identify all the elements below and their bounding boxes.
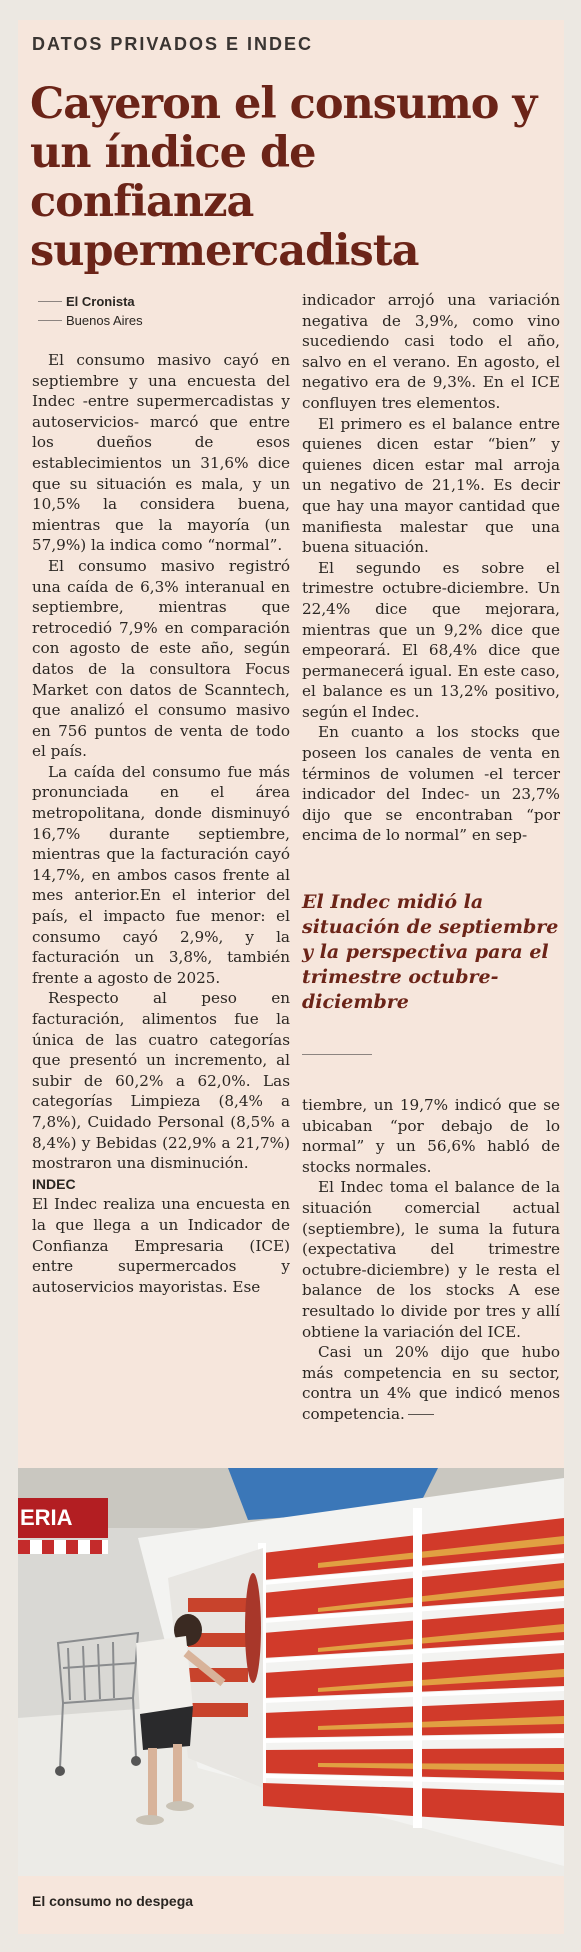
- column-right-top: [302, 290, 560, 846]
- byline-location: Buenos Aires: [66, 313, 143, 328]
- paragraph: El Indec realiza una encuesta en la que llega a un Indicador de Confianza Empresaria (ICE) entre supermercados y autoservicios mayoristas. Ese: [32, 1195, 290, 1296]
- paragraph: En cuanto a los stocks que poseen los canales de venta en términos de volumen -el tercer indicador del Indec- un 23,7% dijo que se encontraban “por encima de lo normal” en sep-: [302, 723, 560, 845]
- paragraph: El Indec toma el balance de la situación comercial actual (septiembre), le suma la futura (expectativa del trimestre octubre-diciembre) y le resta el balance de los stocks A ese resultado lo divide por tres y allí obtiene la variación del ICE.: [302, 1178, 560, 1341]
- paragraph: El consumo masivo registró una caída de 6,3% interanual en septiembre, mientras que retrocedió 7,9% en comparación con agosto de este año, según datos de la consultora Focus Market con datos de Scanntech, que analizó el consumo masivo en 756 puntos de venta de todo el país.: [32, 556, 290, 761]
- paragraph-text: Casi un 20% dijo que hubo más competencia en su sector, contra un 4% que indicó menos competencia.: [302, 1343, 560, 1423]
- section-subhead: INDEC: [32, 1175, 76, 1192]
- column-right-bottom: [302, 1095, 560, 1425]
- byline-author: El Cronista: [66, 294, 135, 309]
- newspaper-page: [18, 20, 564, 1934]
- pull-quote-rule: [302, 1054, 372, 1055]
- kicker: DATOS PRIVADOS E INDEC: [32, 34, 314, 54]
- byline-rule: [38, 301, 62, 302]
- byline-rule: [38, 320, 62, 321]
- paragraph: El segundo es sobre el trimestre octubre-diciembre. Un 22,4% dice que mejorara, mientras que un 9,2% dice que empeorará. El 68,4% dice que permanecerá igual. En este caso, el balance es un 13,2% positivo, según el Indec.: [302, 558, 560, 721]
- byline: [38, 292, 143, 330]
- store-sign-text: ERIA: [20, 1505, 73, 1530]
- paragraph: indicador arrojó una variación negativa de 3,9%, como vino sucediendo casi todo el año, salvo en el verano. En agosto, el negativo era de 9,3%. En el ICE confluyen tres elementos.: [302, 291, 560, 412]
- paragraph: La caída del consumo fue más pronunciada en el área metropolitana, donde disminuyó 16,7% durante septiembre, mientras que la facturación cayó 14,7%, en ambos casos frente al mes anterior.En el interior del país, el impacto fue menor: el consumo cayó 2,9%, y la facturación un 3,8%, también frente a agosto de 2025.: [32, 762, 290, 987]
- supermarket-aisle-image: [18, 1468, 564, 1876]
- paragraph: El consumo masivo cayó en septiembre y una encuesta del Indec -entre supermercadistas y autoservicios- marcó que entre los dueños de esos establecimientos un 31,6% dice que su situación es mala, y un 10,5% la considera buena, mientras que la mayoría (un 57,9%) la indica como “normal”.: [32, 351, 290, 555]
- photo-caption: El consumo no despega: [32, 1893, 194, 1909]
- paragraph: El primero es el balance entre quienes dicen estar “bien” y quienes dicen estar mal arroja un negativo de 21,1%. Es decir que hay una mayor cantidad que manifiesta malestar que una buena situación.: [302, 414, 560, 557]
- paragraph: tiembre, un 19,7% indicó que se ubicaban “por debajo de lo normal” y un 56,6% habló de stocks normales.: [302, 1096, 560, 1176]
- pull-quote: El Indec midió la situación de septiembre y la perspectiva para el trimestre octubre-diciembre: [302, 891, 559, 1013]
- headline: Cayeron el consumo y un índice de confianza supermercadista: [30, 79, 537, 276]
- paragraph: [302, 1342, 560, 1424]
- supermarket-photo: [18, 1468, 564, 1876]
- paragraph: Respecto al peso en facturación, alimentos fue la única de las cuatro categorías que presentó un incremento, al subir de 60,2% a 62,0%. Las categorías Limpieza (8,4% a 7,8%), Cuidado Personal (8,5% a 8,4%) y Bebidas (22,9% a 21,7%) mostraron una disminución.: [32, 989, 290, 1173]
- end-mark: [408, 1414, 434, 1415]
- column-left: [32, 350, 290, 1297]
